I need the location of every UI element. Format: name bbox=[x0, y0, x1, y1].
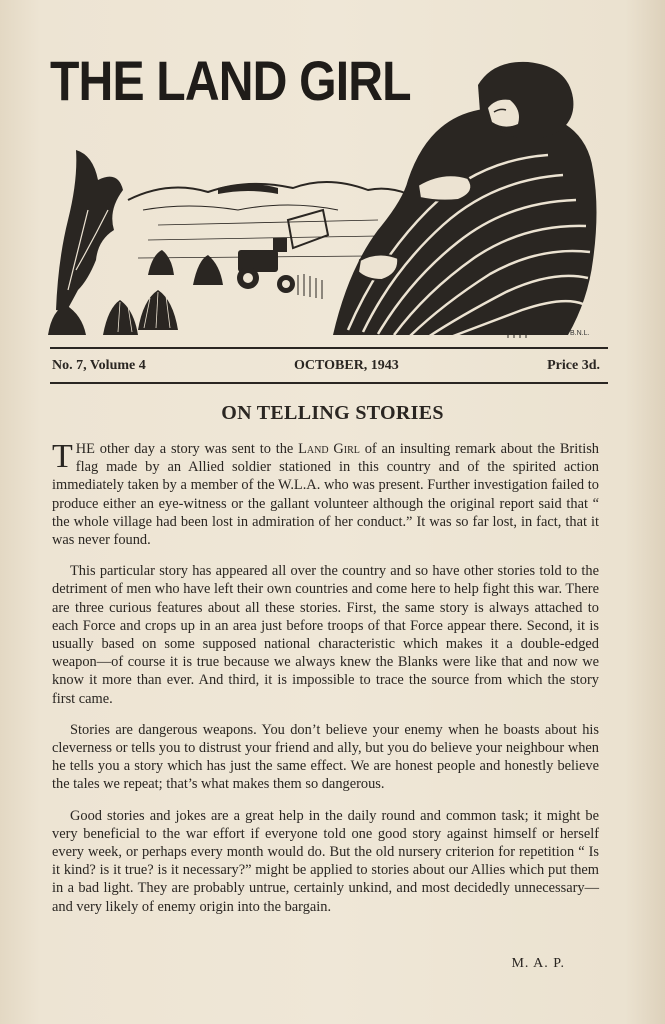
article-paragraph-1 bbox=[52, 440, 599, 549]
masthead-title: THE LAND GIRL bbox=[50, 49, 411, 112]
issue-date: OCTOBER, 1943 bbox=[294, 358, 399, 373]
drop-cap: T bbox=[52, 438, 73, 475]
lead-text-part1: HE other day a story was sent to the bbox=[75, 441, 299, 457]
artist-mark: B.N.L. bbox=[570, 330, 590, 337]
article-body bbox=[52, 440, 599, 929]
article-paragraph-3: Stories are dangerous weapons. You don’t believe your enemy when he boasts about his cleverness or tells you to distrust your friend and ally, but you do believe your neighbour when he tells you a story which has just the same effect. We are honest people and honestly believe the tales we repeat; that’s what makes them so dangerous. bbox=[52, 721, 599, 793]
article-headline: ON TELLING STORIES bbox=[221, 402, 444, 424]
top-rule bbox=[50, 347, 608, 349]
author-signature: M. A. P. bbox=[511, 956, 565, 971]
issue-number: No. 7, Volume 4 bbox=[52, 358, 146, 373]
article-paragraph-2: This particular story has appeared all over the country and so have other stories told to the detriment of men who have left their own countries and come here to help fight this war. There are three curious features about all these stories. First, the same story is always attached to each Force and crops up in an area just before troops of that Force appear there. Second, it is usually based on some supposed national characteristic which makes it a double-edged weapon—of course it is true because we always knew the Blanks were like that and now we know it more than ever. And third, it is impossible to trace the source from which the story first came. bbox=[52, 563, 599, 707]
lead-text-part2: of an insulting remark about the British flag made by an Allied soldier stationed in this country and of the spirited action immediately taken by a member of the W.L.A. who was present. Further investigation failed to produce either an eye-witness or the gallant volunteer although the original report said that “ the whole village had been lost in admiration of her conduct.” It was so far lost, in fact, that it was never found. bbox=[52, 441, 600, 549]
issue-info-bar bbox=[52, 358, 600, 374]
publication-name: Land Girl bbox=[298, 441, 360, 457]
issue-price: Price 3d. bbox=[547, 358, 600, 373]
article-paragraph-4: Good stories and jokes are a great help in the daily round and common task; it might be very beneficial to the war effort if everyone told one good story against himself or herself every week, or perhaps every month would do. But the old nursery criterion for repetition “ Is it kind? is it true? is it necessary?” might be applied to stories about our Allies which put them in a bad light. They are probably untrue, certainly unkind, and most decidedly unnecessary—and very likely of enemy origin into the bargain. bbox=[52, 807, 599, 915]
masthead-illustration bbox=[48, 60, 613, 345]
bottom-rule bbox=[50, 382, 608, 384]
